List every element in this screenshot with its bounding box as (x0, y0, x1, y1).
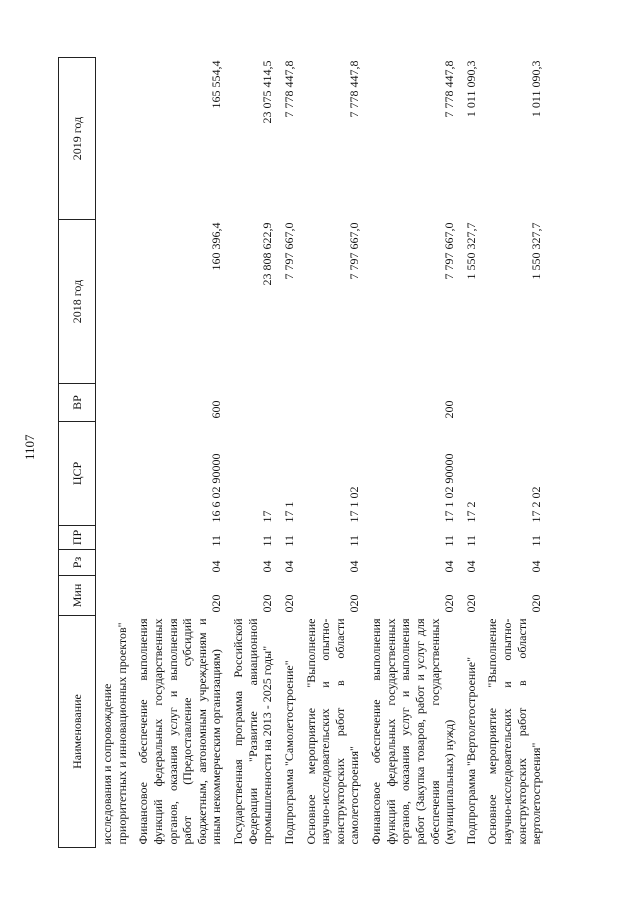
table-row (228, 58, 279, 848)
table-header-row (59, 58, 96, 848)
row-vr: 600 (209, 400, 224, 419)
row-2018: 23 808 622,9 (260, 222, 275, 286)
row-min: 020 (442, 594, 457, 613)
table-row (301, 58, 367, 848)
table-row (366, 58, 461, 848)
row-name: Финансовое обеспечение выполнения функций федеральных государственных органов, оказания услуг и выполнения работ (Предоставление субсидий бюджетным, автономным учреждениям и иным некоммерческим организациям) (136, 618, 224, 845)
row-rz: 04 (209, 560, 224, 573)
header-2019: 2019 год (59, 58, 96, 220)
row-min: 020 (463, 594, 478, 613)
row-vr (301, 384, 367, 422)
row-rz: 04 (260, 560, 275, 573)
row-min: 020 (347, 594, 362, 613)
row-rz: 04 (347, 560, 362, 573)
row-vr (96, 384, 134, 422)
row-vr (482, 384, 548, 422)
table-row (461, 58, 483, 848)
row-pr: 11 (463, 534, 478, 547)
row-rz: 04 (281, 560, 296, 573)
table-row (279, 58, 301, 848)
row-pr (96, 526, 134, 550)
row-rz: 04 (463, 560, 478, 573)
row-csr: 17 1 02 (347, 486, 362, 523)
row-pr: 11 (442, 534, 457, 547)
row-2019 (96, 58, 134, 220)
row-name: Основное мероприятие "Выполнение научно-исследовательских и опытно-конструкторских работ в области вертолетостроения" (485, 618, 544, 845)
row-2018: 7 797 667,0 (281, 222, 296, 280)
row-min: 020 (209, 594, 224, 613)
row-2018: 7 797 667,0 (347, 222, 362, 280)
row-csr: 17 2 (463, 501, 478, 523)
row-min: 020 (281, 594, 296, 613)
header-2018: 2018 год (59, 220, 96, 384)
header-min: Мин (59, 576, 96, 616)
table-row (482, 58, 548, 848)
row-2018: 1 550 327,7 (463, 222, 478, 280)
header-rz: Рз (59, 550, 96, 576)
row-2018: 7 797 667,0 (442, 222, 457, 280)
row-rz (96, 550, 134, 576)
row-pr: 11 (260, 534, 275, 547)
row-2019: 7 778 447,8 (347, 60, 362, 118)
row-name: исследования и сопровождение приоритетных и инновационных проектов" (100, 622, 129, 845)
row-2019: 7 778 447,8 (442, 60, 457, 118)
row-rz: 04 (529, 560, 544, 573)
budget-table (58, 57, 548, 848)
row-2019: 7 778 447,8 (281, 60, 296, 118)
page-number: 1107 (22, 434, 37, 460)
header-vr: ВР (59, 384, 96, 422)
row-pr: 11 (281, 534, 296, 547)
row-pr: 11 (209, 534, 224, 547)
row-2019: 165 554,4 (209, 60, 224, 109)
table-row (96, 58, 134, 848)
rotated-page-content (58, 58, 584, 848)
row-csr: 17 1 02 90000 (442, 453, 457, 523)
row-vr: 200 (442, 400, 457, 419)
row-name: Финансовое обеспечение выполнения функций федеральных государственных органов, оказания услуг и выполнения работ (Закупка товаров, работ и услуг для обеспечения государственных (муниципальных) нужд) (369, 618, 457, 845)
row-min (96, 576, 134, 616)
row-2018 (96, 220, 134, 384)
row-name: Подпрограмма "Вертолетостроение" (463, 657, 478, 845)
row-csr: 17 1 (281, 501, 296, 523)
row-min: 020 (260, 594, 275, 613)
header-name: Наименование (59, 616, 96, 848)
row-pr: 11 (347, 534, 362, 547)
row-name: Подпрограмма "Самолетостроение" (281, 660, 296, 845)
row-2018: 160 396,4 (209, 222, 224, 271)
row-pr: 11 (529, 534, 544, 547)
row-csr (96, 422, 134, 526)
row-2018: 1 550 327,7 (529, 222, 544, 280)
row-vr (279, 384, 301, 422)
row-vr (228, 384, 279, 422)
row-name: Государственная программа Российской Федерации "Развитие авиационной промышленности на 2013 - 2025 годы" (231, 618, 275, 845)
row-csr: 16 6 02 90000 (209, 453, 224, 523)
row-vr (461, 384, 483, 422)
row-name: Основное мероприятие "Выполнение научно-исследовательских и опытно-конструкторских работ в области самолетостроения" (303, 618, 362, 845)
row-min: 020 (529, 594, 544, 613)
row-2019: 1 011 090,3 (529, 60, 544, 118)
row-csr: 17 (260, 510, 275, 523)
header-csr: ЦСР (59, 422, 96, 526)
row-2019: 1 011 090,3 (463, 60, 478, 118)
row-2019: 23 075 414,5 (260, 60, 275, 124)
row-csr: 17 2 02 (529, 486, 544, 523)
table-row (133, 58, 228, 848)
row-rz: 04 (442, 560, 457, 573)
header-pr: ПР (59, 526, 96, 550)
